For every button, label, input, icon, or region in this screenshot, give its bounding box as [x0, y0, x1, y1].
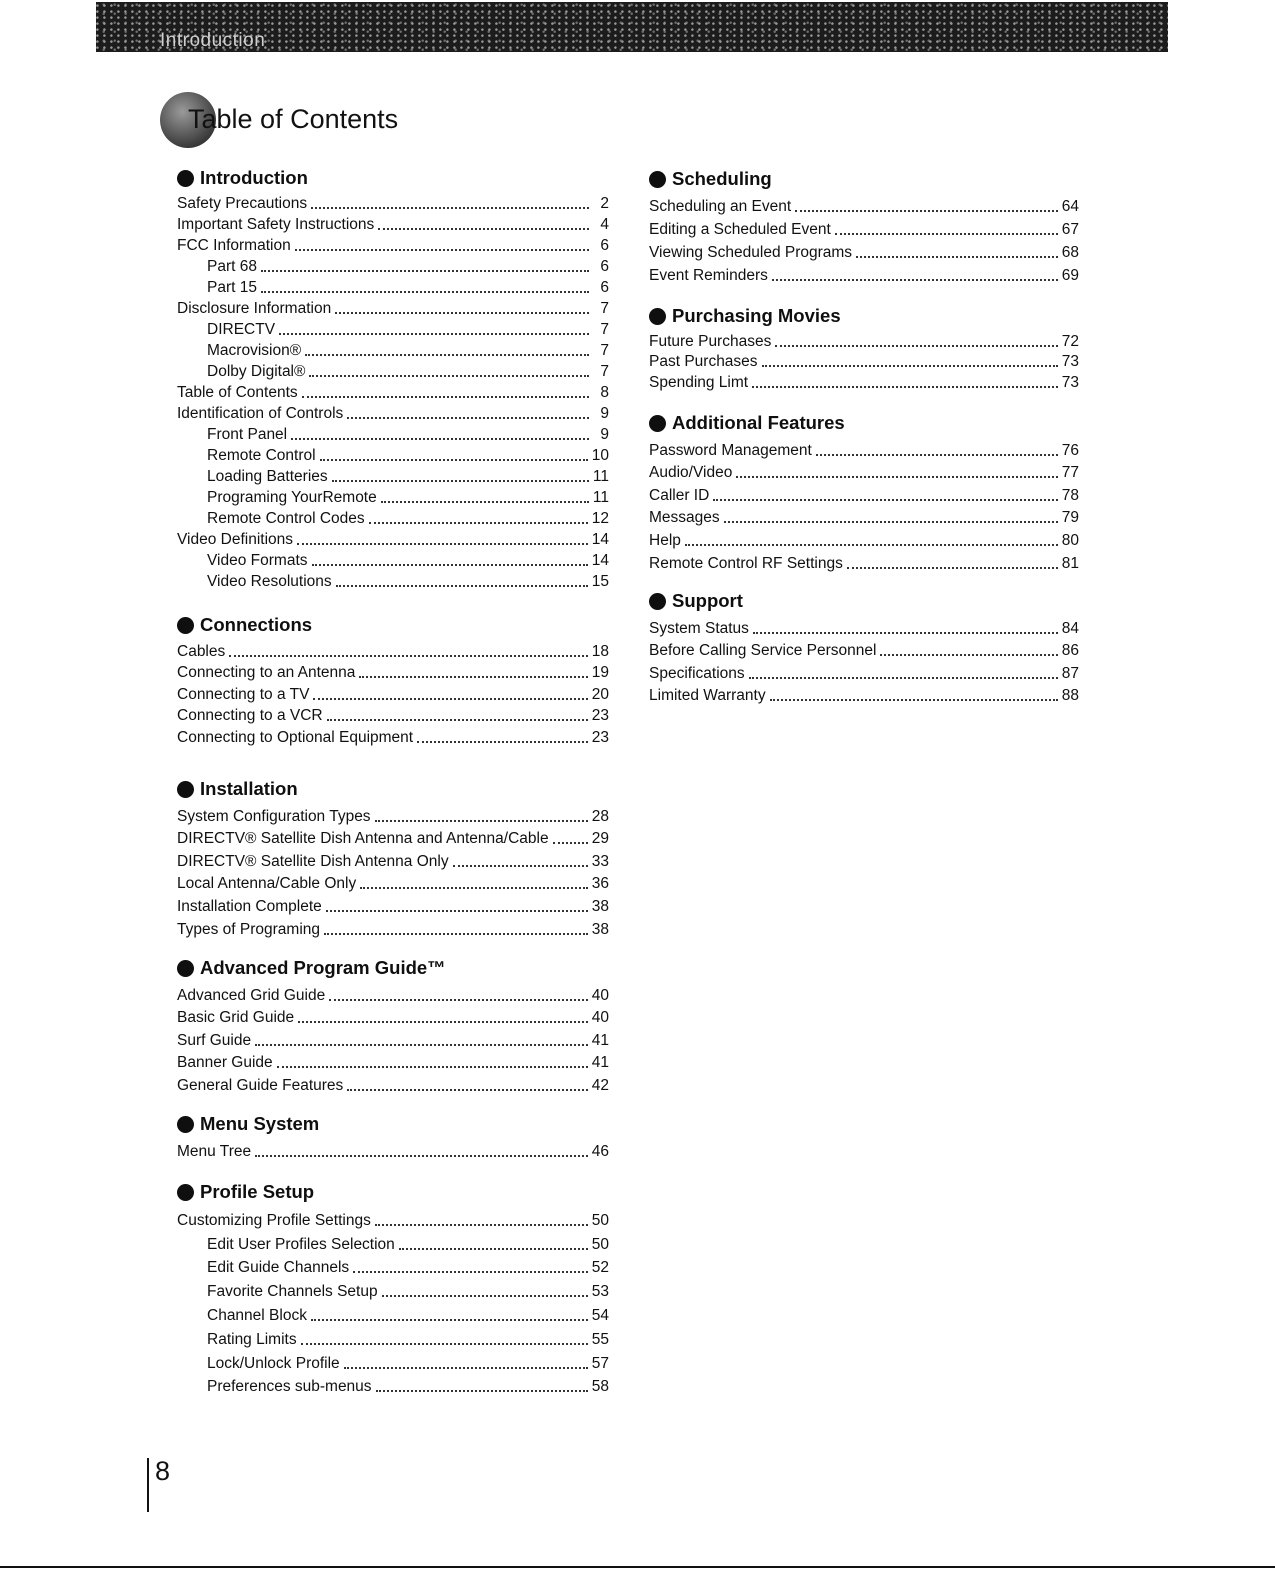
header-section-label: Introduction — [160, 30, 266, 51]
toc-section-connections — [177, 613, 609, 747]
toc-entry-title: General Guide Features — [177, 1076, 344, 1094]
toc-entry-title: Before Calling Service Personnel — [649, 642, 877, 660]
toc-entry-title: FCC Information — [177, 237, 291, 254]
toc-entry-page: 15 — [591, 573, 609, 590]
toc-entry-page: 58 — [591, 1378, 609, 1396]
toc-entry-title: Viewing Scheduled Programs — [649, 244, 853, 261]
toc-entry — [177, 507, 609, 528]
dot-leader — [724, 520, 1058, 523]
toc-entry-title: Programing YourRemote — [207, 489, 377, 506]
toc-entry — [649, 239, 1079, 262]
dot-leader — [736, 475, 1057, 478]
toc-entry-page: 9 — [600, 426, 609, 443]
bullet-icon — [177, 781, 194, 798]
page-number-block — [147, 1458, 170, 1512]
dot-leader — [335, 311, 589, 314]
toc-entry-page: 7 — [600, 321, 609, 338]
toc-section-menu-system — [177, 1112, 609, 1161]
toc-entry — [177, 570, 609, 591]
toc-entry-title: Editing a Scheduled Event — [649, 221, 831, 238]
toc-entry-page: 50 — [591, 1211, 609, 1229]
dot-leader — [795, 209, 1058, 212]
toc-entry — [649, 437, 1079, 460]
toc-entry — [649, 482, 1079, 505]
toc-entry-page: 57 — [591, 1354, 609, 1372]
dot-leader — [313, 697, 587, 700]
toc-entry-page: 8 — [600, 384, 609, 401]
toc-entry — [177, 360, 609, 381]
toc-entry — [649, 527, 1079, 550]
section-heading-text: Introduction — [200, 167, 308, 188]
toc-entry — [649, 371, 1079, 392]
page-title: Table of Contents — [188, 104, 399, 134]
toc-entry-title: Remote Control RF Settings — [649, 554, 843, 572]
toc-entry-title: Connecting to Optional Equipment — [177, 728, 414, 746]
toc-entry-page: 50 — [591, 1235, 609, 1253]
toc-entry — [177, 1050, 609, 1073]
toc-entry-title: Channel Block — [207, 1306, 307, 1324]
dot-leader — [255, 1043, 588, 1046]
toc-entry-title: Installation Complete — [177, 897, 322, 915]
dot-leader — [376, 1389, 588, 1392]
dot-leader — [305, 353, 589, 356]
toc-entry — [177, 1254, 609, 1278]
section-heading — [177, 613, 609, 637]
toc-entry-title: Safety Precautions — [177, 195, 308, 212]
section-heading-text: Connections — [200, 614, 313, 635]
toc-entry-page: 14 — [591, 531, 609, 548]
dot-leader — [375, 1223, 588, 1226]
toc-right-column — [649, 0, 1079, 1582]
toc-entry-title: Connecting to a TV — [177, 685, 310, 703]
toc-entry-page: 36 — [591, 875, 609, 893]
toc-entry — [177, 402, 609, 423]
toc-entry-page: 23 — [591, 728, 609, 746]
toc-entry — [177, 465, 609, 486]
toc-entry-title: Spending Limt — [649, 373, 749, 391]
toc-entry — [649, 351, 1079, 372]
toc-entry-page: 12 — [591, 510, 609, 527]
section-heading-text: Additional Features — [672, 412, 845, 433]
toc-entry-title: Cables — [177, 642, 226, 660]
page-number: 8 — [155, 1456, 171, 1486]
dot-leader — [749, 676, 1058, 679]
toc-entry-page: 69 — [1061, 267, 1079, 284]
section-heading-text: Advanced Program Guide™ — [200, 957, 446, 978]
toc-entry-page: 64 — [1061, 198, 1079, 215]
toc-section-advanced-program-guide — [177, 956, 609, 1095]
toc-entry — [177, 1325, 609, 1349]
toc-entry — [177, 848, 609, 871]
toc-entry-title: DIRECTV® Satellite Dish Antenna and Antenna/Cable — [177, 830, 549, 848]
toc-entry-page: 78 — [1061, 486, 1079, 504]
toc-entry-page: 18 — [591, 642, 609, 660]
section-heading — [177, 1180, 609, 1204]
toc-entry-page: 73 — [1061, 373, 1079, 391]
toc-section-support — [649, 589, 1079, 705]
toc-entry-page: 87 — [1061, 664, 1079, 682]
toc-entry-page: 81 — [1061, 554, 1079, 572]
toc-entry-page: 11 — [592, 489, 609, 506]
toc-entry-page: 86 — [1061, 642, 1079, 660]
toc-entry-title: Types of Programing — [177, 920, 321, 938]
toc-entry-title: Video Formats — [207, 552, 308, 569]
toc-entry-page: 10 — [591, 447, 609, 464]
toc-entry-page: 40 — [591, 1009, 609, 1027]
toc-entry-title: Identification of Controls — [177, 405, 344, 422]
toc-entry — [177, 297, 609, 318]
dot-leader — [753, 631, 1058, 634]
toc-entry — [649, 505, 1079, 528]
toc-entry-title: Banner Guide — [177, 1054, 273, 1072]
toc-entry-title: Video Resolutions — [207, 573, 332, 590]
toc-section-additional-features — [649, 411, 1079, 573]
toc-entry — [177, 1349, 609, 1373]
section-heading — [177, 166, 609, 190]
toc-section-introduction — [177, 166, 609, 591]
dot-leader — [553, 841, 588, 844]
dot-leader — [347, 416, 589, 419]
dot-leader — [359, 675, 587, 678]
toc-entry — [649, 683, 1079, 706]
toc-entry-page: 2 — [600, 195, 609, 212]
section-heading-text: Profile Setup — [200, 1181, 315, 1202]
dot-leader — [301, 1342, 588, 1345]
toc-entry-title: Remote Control — [207, 447, 316, 464]
bullet-icon — [649, 415, 666, 432]
toc-entry-page: 38 — [591, 920, 609, 938]
dot-leader — [302, 395, 589, 398]
toc-entry-page: 11 — [592, 468, 609, 485]
toc-entry-page: 4 — [600, 216, 609, 233]
toc-entry — [177, 213, 609, 234]
toc-entry-page: 41 — [591, 1054, 609, 1072]
toc-entry-title: Customizing Profile Settings — [177, 1211, 371, 1229]
section-heading — [649, 304, 1079, 328]
toc-entry-page: 42 — [591, 1076, 609, 1094]
dot-leader — [685, 543, 1058, 546]
section-heading-text: Scheduling — [672, 168, 772, 189]
toc-entry — [177, 192, 609, 213]
dot-leader — [311, 1318, 588, 1321]
toc-entry-title: Loading Batteries — [207, 468, 328, 485]
bullet-icon — [649, 593, 666, 610]
dot-leader — [381, 500, 589, 503]
dot-leader — [298, 1020, 588, 1023]
toc-entry-page: 53 — [591, 1283, 609, 1301]
bullet-icon — [649, 171, 666, 188]
toc-entry — [649, 193, 1079, 216]
section-heading — [177, 956, 609, 980]
dot-leader — [835, 232, 1058, 235]
dot-leader — [312, 563, 588, 566]
toc-entry — [177, 1005, 609, 1028]
toc-entry — [177, 549, 609, 570]
toc-entry-title: Video Definitions — [177, 531, 294, 548]
toc-entry-title: Password Management — [649, 441, 812, 459]
bullet-icon — [177, 960, 194, 977]
dot-leader — [311, 206, 589, 209]
toc-entry — [177, 1138, 609, 1161]
dot-leader — [279, 332, 589, 335]
toc-entry-title: Surf Guide — [177, 1031, 252, 1049]
section-heading — [649, 589, 1079, 613]
bullet-icon — [177, 1116, 194, 1133]
section-heading-text: Installation — [200, 778, 298, 799]
toc-entry — [177, 682, 609, 704]
toc-entry-title: System Status — [649, 619, 749, 637]
dot-leader — [255, 1154, 588, 1157]
toc-entry-title: Part 15 — [207, 279, 257, 296]
toc-entry-page: 23 — [591, 707, 609, 724]
toc-entry — [177, 803, 609, 826]
toc-entry-title: Help — [649, 531, 681, 549]
toc-entry-title: Caller ID — [649, 486, 710, 504]
toc-entry-page: 80 — [1061, 531, 1079, 549]
dot-leader — [324, 932, 588, 935]
toc-section-installation — [177, 777, 609, 939]
toc-left-column — [177, 0, 609, 1582]
toc-entry — [649, 660, 1079, 683]
dot-leader — [752, 385, 1058, 388]
toc-entry-title: Important Safety Instructions — [177, 216, 375, 233]
toc-entry — [177, 1072, 609, 1095]
toc-entry-page: 73 — [1061, 353, 1079, 370]
toc-entry-page: 76 — [1061, 441, 1079, 459]
toc-entry-title: Macrovision® — [207, 342, 302, 359]
dot-leader — [291, 437, 589, 440]
toc-entry — [177, 528, 609, 549]
toc-entry-title: Connecting to an Antenna — [177, 664, 356, 681]
toc-entry-title: Menu Tree — [177, 1143, 252, 1160]
toc-entry-page: 7 — [600, 363, 609, 380]
toc-entry — [177, 444, 609, 465]
toc-entry-page: 79 — [1061, 509, 1079, 527]
dot-leader — [261, 290, 589, 293]
toc-entry — [649, 615, 1079, 638]
toc-entry-title: Basic Grid Guide — [177, 1009, 295, 1027]
toc-entry — [649, 460, 1079, 483]
toc-entry-title: Disclosure Information — [177, 300, 332, 317]
toc-section-scheduling — [649, 167, 1079, 285]
toc-entry — [177, 318, 609, 339]
section-heading — [177, 1112, 609, 1136]
toc-entry-title: Local Antenna/Cable Only — [177, 875, 357, 893]
toc-entry-page: 68 — [1061, 244, 1079, 261]
dot-leader — [329, 998, 588, 1001]
dot-leader — [417, 740, 588, 743]
toc-entry-title: Past Purchases — [649, 353, 758, 370]
section-heading — [177, 777, 609, 801]
toc-entry — [649, 550, 1079, 573]
toc-entry — [177, 276, 609, 297]
dot-leader — [336, 584, 588, 587]
toc-entry — [177, 826, 609, 849]
toc-entry-title: Favorite Channels Setup — [207, 1283, 378, 1301]
toc-entry-page: 67 — [1061, 221, 1079, 238]
toc-entry-page: 7 — [600, 342, 609, 359]
toc-entry-page: 40 — [591, 986, 609, 1004]
toc-entry-page: 7 — [600, 300, 609, 317]
toc-entry-title: Lock/Unlock Profile — [207, 1354, 340, 1372]
toc-entry-title: Part 68 — [207, 258, 257, 275]
toc-entry-title: Connecting to a VCR — [177, 707, 323, 724]
dot-leader — [378, 227, 589, 230]
toc-entry — [649, 638, 1079, 661]
toc-entry-page: 19 — [591, 664, 609, 681]
dot-leader — [229, 654, 588, 657]
dot-leader — [327, 718, 588, 721]
toc-entry-page: 9 — [600, 405, 609, 422]
dot-leader — [360, 886, 588, 889]
toc-entry-page: 38 — [591, 897, 609, 915]
section-heading — [649, 411, 1079, 435]
bullet-icon — [177, 617, 194, 634]
toc-entry-title: DIRECTV — [207, 321, 276, 338]
toc-entry-title: DIRECTV® Satellite Dish Antenna Only — [177, 852, 449, 870]
toc-entry-page: 72 — [1061, 332, 1079, 350]
toc-entry-title: Specifications — [649, 664, 745, 682]
toc-entry-page: 29 — [591, 830, 609, 848]
toc-entry — [177, 871, 609, 894]
toc-entry-page: 6 — [600, 279, 609, 296]
toc-entry-page: 33 — [591, 852, 609, 870]
section-heading-text: Purchasing Movies — [672, 305, 841, 326]
toc-section-profile-setup — [177, 1180, 609, 1396]
dot-leader — [847, 566, 1058, 569]
dot-leader — [320, 458, 588, 461]
toc-entry — [177, 1277, 609, 1301]
dot-leader — [277, 1065, 588, 1068]
dot-leader — [762, 364, 1058, 367]
toc-entry-title: Preferences sub-menus — [207, 1378, 372, 1396]
toc-entry — [177, 234, 609, 255]
bullet-icon — [177, 170, 194, 187]
toc-entry-title: Advanced Grid Guide — [177, 986, 326, 1004]
toc-entry — [649, 216, 1079, 239]
toc-entry-page: 6 — [600, 258, 609, 275]
bullet-icon — [649, 308, 666, 325]
toc-entry-page: 14 — [591, 552, 609, 569]
dot-leader — [382, 1294, 588, 1297]
toc-entry-page: 41 — [591, 1031, 609, 1049]
toc-entry-page: 88 — [1061, 687, 1079, 705]
toc-entry-title: Limited Warranty — [649, 687, 766, 705]
toc-entry-title: System Configuration Types — [177, 807, 371, 825]
toc-entry — [177, 1373, 609, 1397]
toc-entry-title: Audio/Video — [649, 464, 733, 482]
dot-leader — [297, 542, 588, 545]
toc-entry — [177, 893, 609, 916]
toc-entry — [177, 725, 609, 747]
toc-entry-page: 28 — [591, 807, 609, 825]
toc-entry — [177, 423, 609, 444]
toc-entry-title: Table of Contents — [177, 384, 298, 401]
dot-leader — [344, 1366, 588, 1369]
toc-entry-title: Event Reminders — [649, 267, 768, 284]
dot-leader — [369, 521, 588, 524]
toc-entry-page: 20 — [591, 685, 609, 703]
dot-leader — [775, 344, 1057, 347]
toc-entry — [177, 1027, 609, 1050]
section-heading — [649, 167, 1079, 191]
toc-entry-page: 54 — [591, 1306, 609, 1324]
toc-entry — [649, 262, 1079, 285]
dot-leader — [326, 909, 588, 912]
dot-leader — [772, 278, 1058, 281]
toc-entry — [177, 255, 609, 276]
toc-entry — [649, 330, 1079, 351]
toc-entry — [177, 339, 609, 360]
toc-entry-page: 55 — [591, 1330, 609, 1348]
toc-entry — [177, 381, 609, 402]
dot-leader — [880, 653, 1057, 656]
dot-leader — [713, 498, 1057, 501]
toc-entry — [177, 486, 609, 507]
toc-entry — [177, 704, 609, 726]
toc-entry-title: Dolby Digital® — [207, 363, 306, 380]
dot-leader — [770, 698, 1058, 701]
footer-rule — [0, 1566, 1275, 1568]
toc-entry-page: 77 — [1061, 464, 1079, 482]
toc-entry — [177, 1301, 609, 1325]
toc-entry-title: Messages — [649, 509, 720, 527]
dot-leader — [375, 819, 588, 822]
dot-leader — [261, 269, 589, 272]
toc-entry — [177, 1230, 609, 1254]
toc-entry — [177, 1206, 609, 1230]
section-heading-text: Support — [672, 590, 743, 611]
toc-entry — [177, 982, 609, 1005]
toc-entry-title: Front Panel — [207, 426, 288, 443]
dot-leader — [399, 1247, 588, 1250]
dot-leader — [816, 453, 1058, 456]
bullet-icon — [177, 1184, 194, 1201]
toc-entry-title: Future Purchases — [649, 332, 772, 350]
toc-entry — [177, 639, 609, 661]
dot-leader — [309, 374, 589, 377]
toc-entry — [177, 661, 609, 683]
dot-leader — [453, 864, 588, 867]
toc-entry-page: 46 — [591, 1143, 609, 1160]
toc-entry-title: Scheduling an Event — [649, 198, 792, 215]
toc-entry-page: 84 — [1061, 619, 1079, 637]
toc-entry-page: 6 — [600, 237, 609, 254]
dot-leader — [332, 479, 589, 482]
dot-leader — [856, 255, 1058, 258]
dot-leader — [347, 1088, 587, 1091]
dot-leader — [353, 1270, 588, 1273]
toc-entry — [177, 916, 609, 939]
toc-section-purchasing-movies — [649, 304, 1079, 392]
toc-entry-title: Rating Limits — [207, 1330, 297, 1348]
toc-entry-page: 52 — [591, 1259, 609, 1277]
section-heading-text: Menu System — [200, 1113, 320, 1134]
toc-entry-title: Edit User Profiles Selection — [207, 1235, 395, 1253]
toc-entry-title: Remote Control Codes — [207, 510, 365, 527]
dot-leader — [295, 248, 589, 251]
toc-entry-title: Edit Guide Channels — [207, 1259, 350, 1277]
